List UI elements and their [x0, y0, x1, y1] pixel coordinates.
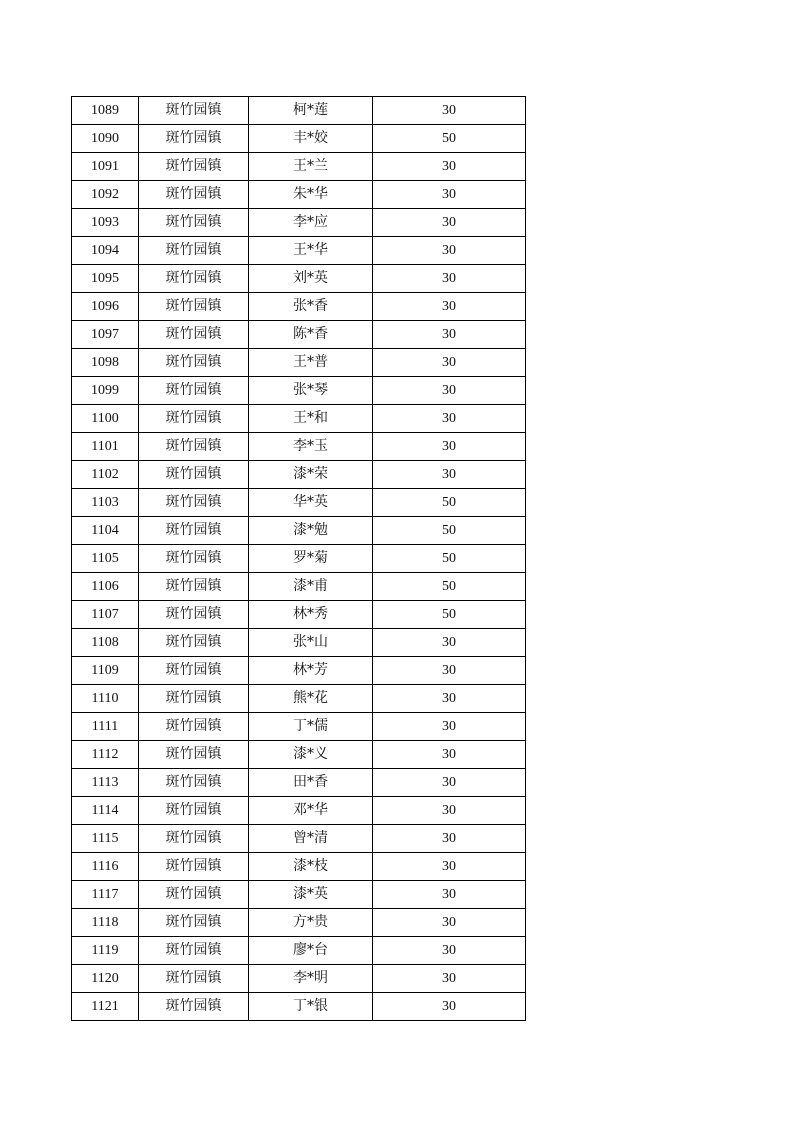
- table-row: [72, 517, 526, 545]
- cell-town: 斑竹园镇: [139, 825, 249, 853]
- cell-serial-number: 1105: [72, 545, 139, 573]
- cell-serial-number: 1108: [72, 629, 139, 657]
- cell-town: 斑竹园镇: [139, 209, 249, 237]
- cell-amount: 30: [373, 713, 526, 741]
- cell-name: 漆*甫: [249, 573, 373, 601]
- cell-serial-number: 1112: [72, 741, 139, 769]
- cell-serial-number: 1092: [72, 181, 139, 209]
- cell-amount: 30: [373, 181, 526, 209]
- table-row: [72, 713, 526, 741]
- table-row: [72, 181, 526, 209]
- cell-town: 斑竹园镇: [139, 965, 249, 993]
- cell-serial-number: 1097: [72, 321, 139, 349]
- cell-serial-number: 1119: [72, 937, 139, 965]
- cell-amount: 30: [373, 685, 526, 713]
- cell-name: 林*芳: [249, 657, 373, 685]
- cell-amount: 30: [373, 909, 526, 937]
- table-row: [72, 433, 526, 461]
- cell-amount: 30: [373, 881, 526, 909]
- cell-serial-number: 1094: [72, 237, 139, 265]
- cell-name: 华*英: [249, 489, 373, 517]
- table-row: [72, 657, 526, 685]
- cell-town: 斑竹园镇: [139, 769, 249, 797]
- cell-town: 斑竹园镇: [139, 461, 249, 489]
- cell-name: 丰*姣: [249, 125, 373, 153]
- table-body: [72, 97, 526, 1021]
- cell-amount: 30: [373, 97, 526, 125]
- cell-town: 斑竹园镇: [139, 377, 249, 405]
- cell-name: 王*普: [249, 349, 373, 377]
- table-row: [72, 881, 526, 909]
- cell-amount: 30: [373, 769, 526, 797]
- cell-town: 斑竹园镇: [139, 909, 249, 937]
- cell-town: 斑竹园镇: [139, 797, 249, 825]
- cell-town: 斑竹园镇: [139, 853, 249, 881]
- table-row: [72, 153, 526, 181]
- cell-name: 王*和: [249, 405, 373, 433]
- cell-amount: 30: [373, 405, 526, 433]
- table-row: [72, 489, 526, 517]
- cell-serial-number: 1118: [72, 909, 139, 937]
- cell-name: 王*兰: [249, 153, 373, 181]
- table-row: [72, 321, 526, 349]
- cell-amount: 30: [373, 349, 526, 377]
- cell-serial-number: 1095: [72, 265, 139, 293]
- cell-amount: 50: [373, 601, 526, 629]
- cell-name: 张*香: [249, 293, 373, 321]
- cell-town: 斑竹园镇: [139, 489, 249, 517]
- table-row: [72, 125, 526, 153]
- cell-serial-number: 1090: [72, 125, 139, 153]
- cell-serial-number: 1115: [72, 825, 139, 853]
- cell-name: 邓*华: [249, 797, 373, 825]
- table-row: [72, 937, 526, 965]
- cell-town: 斑竹园镇: [139, 937, 249, 965]
- table-row: [72, 741, 526, 769]
- cell-town: 斑竹园镇: [139, 517, 249, 545]
- cell-serial-number: 1113: [72, 769, 139, 797]
- cell-serial-number: 1089: [72, 97, 139, 125]
- table-row: [72, 993, 526, 1021]
- table-row: [72, 853, 526, 881]
- cell-town: 斑竹园镇: [139, 573, 249, 601]
- cell-serial-number: 1114: [72, 797, 139, 825]
- cell-town: 斑竹园镇: [139, 741, 249, 769]
- cell-town: 斑竹园镇: [139, 125, 249, 153]
- cell-amount: 30: [373, 741, 526, 769]
- cell-town: 斑竹园镇: [139, 405, 249, 433]
- cell-name: 丁*银: [249, 993, 373, 1021]
- cell-name: 柯*莲: [249, 97, 373, 125]
- cell-town: 斑竹园镇: [139, 685, 249, 713]
- cell-serial-number: 1099: [72, 377, 139, 405]
- cell-amount: 30: [373, 797, 526, 825]
- cell-town: 斑竹园镇: [139, 97, 249, 125]
- subsidy-table: [71, 96, 526, 1021]
- cell-amount: 50: [373, 517, 526, 545]
- table-row: [72, 293, 526, 321]
- cell-name: 林*秀: [249, 601, 373, 629]
- cell-town: 斑竹园镇: [139, 993, 249, 1021]
- cell-name: 李*明: [249, 965, 373, 993]
- cell-town: 斑竹园镇: [139, 237, 249, 265]
- cell-name: 李*玉: [249, 433, 373, 461]
- cell-name: 张*山: [249, 629, 373, 657]
- cell-amount: 30: [373, 853, 526, 881]
- cell-amount: 50: [373, 125, 526, 153]
- cell-name: 漆*义: [249, 741, 373, 769]
- table-row: [72, 265, 526, 293]
- table-row: [72, 405, 526, 433]
- cell-name: 熊*花: [249, 685, 373, 713]
- table-row: [72, 825, 526, 853]
- cell-amount: 30: [373, 965, 526, 993]
- cell-amount: 30: [373, 993, 526, 1021]
- cell-town: 斑竹园镇: [139, 545, 249, 573]
- cell-amount: 30: [373, 265, 526, 293]
- cell-amount: 30: [373, 293, 526, 321]
- cell-name: 漆*荣: [249, 461, 373, 489]
- cell-amount: 30: [373, 937, 526, 965]
- cell-amount: 30: [373, 461, 526, 489]
- cell-amount: 50: [373, 573, 526, 601]
- cell-serial-number: 1101: [72, 433, 139, 461]
- cell-amount: 30: [373, 433, 526, 461]
- cell-name: 张*琴: [249, 377, 373, 405]
- table-row: [72, 909, 526, 937]
- cell-name: 朱*华: [249, 181, 373, 209]
- table-row: [72, 573, 526, 601]
- cell-serial-number: 1091: [72, 153, 139, 181]
- cell-name: 陈*香: [249, 321, 373, 349]
- cell-serial-number: 1102: [72, 461, 139, 489]
- cell-town: 斑竹园镇: [139, 881, 249, 909]
- cell-town: 斑竹园镇: [139, 349, 249, 377]
- cell-name: 李*应: [249, 209, 373, 237]
- table-row: [72, 461, 526, 489]
- cell-name: 曾*清: [249, 825, 373, 853]
- cell-town: 斑竹园镇: [139, 265, 249, 293]
- cell-town: 斑竹园镇: [139, 153, 249, 181]
- cell-serial-number: 1110: [72, 685, 139, 713]
- cell-amount: 30: [373, 657, 526, 685]
- table-row: [72, 629, 526, 657]
- table-row: [72, 97, 526, 125]
- table-row: [72, 797, 526, 825]
- cell-town: 斑竹园镇: [139, 629, 249, 657]
- cell-name: 丁*儒: [249, 713, 373, 741]
- table-row: [72, 209, 526, 237]
- cell-serial-number: 1121: [72, 993, 139, 1021]
- cell-serial-number: 1098: [72, 349, 139, 377]
- table-row: [72, 965, 526, 993]
- table-row: [72, 349, 526, 377]
- cell-serial-number: 1107: [72, 601, 139, 629]
- cell-name: 刘*英: [249, 265, 373, 293]
- cell-serial-number: 1117: [72, 881, 139, 909]
- cell-amount: 50: [373, 545, 526, 573]
- cell-town: 斑竹园镇: [139, 433, 249, 461]
- cell-amount: 30: [373, 321, 526, 349]
- cell-name: 罗*菊: [249, 545, 373, 573]
- cell-amount: 30: [373, 629, 526, 657]
- cell-serial-number: 1104: [72, 517, 139, 545]
- cell-name: 漆*英: [249, 881, 373, 909]
- table-row: [72, 601, 526, 629]
- cell-serial-number: 1103: [72, 489, 139, 517]
- cell-amount: 30: [373, 825, 526, 853]
- cell-serial-number: 1109: [72, 657, 139, 685]
- cell-town: 斑竹园镇: [139, 713, 249, 741]
- table-row: [72, 237, 526, 265]
- cell-name: 田*香: [249, 769, 373, 797]
- cell-serial-number: 1096: [72, 293, 139, 321]
- cell-serial-number: 1100: [72, 405, 139, 433]
- table-row: [72, 769, 526, 797]
- cell-name: 王*华: [249, 237, 373, 265]
- cell-serial-number: 1093: [72, 209, 139, 237]
- cell-town: 斑竹园镇: [139, 293, 249, 321]
- cell-amount: 30: [373, 153, 526, 181]
- cell-serial-number: 1116: [72, 853, 139, 881]
- cell-amount: 50: [373, 489, 526, 517]
- cell-amount: 30: [373, 377, 526, 405]
- cell-serial-number: 1111: [72, 713, 139, 741]
- cell-serial-number: 1106: [72, 573, 139, 601]
- cell-name: 方*贵: [249, 909, 373, 937]
- table-row: [72, 377, 526, 405]
- cell-town: 斑竹园镇: [139, 657, 249, 685]
- table-row: [72, 545, 526, 573]
- cell-town: 斑竹园镇: [139, 321, 249, 349]
- cell-name: 廖*台: [249, 937, 373, 965]
- table-row: [72, 685, 526, 713]
- cell-town: 斑竹园镇: [139, 181, 249, 209]
- cell-name: 漆*枝: [249, 853, 373, 881]
- cell-amount: 30: [373, 237, 526, 265]
- cell-name: 漆*勉: [249, 517, 373, 545]
- cell-serial-number: 1120: [72, 965, 139, 993]
- cell-amount: 30: [373, 209, 526, 237]
- cell-town: 斑竹园镇: [139, 601, 249, 629]
